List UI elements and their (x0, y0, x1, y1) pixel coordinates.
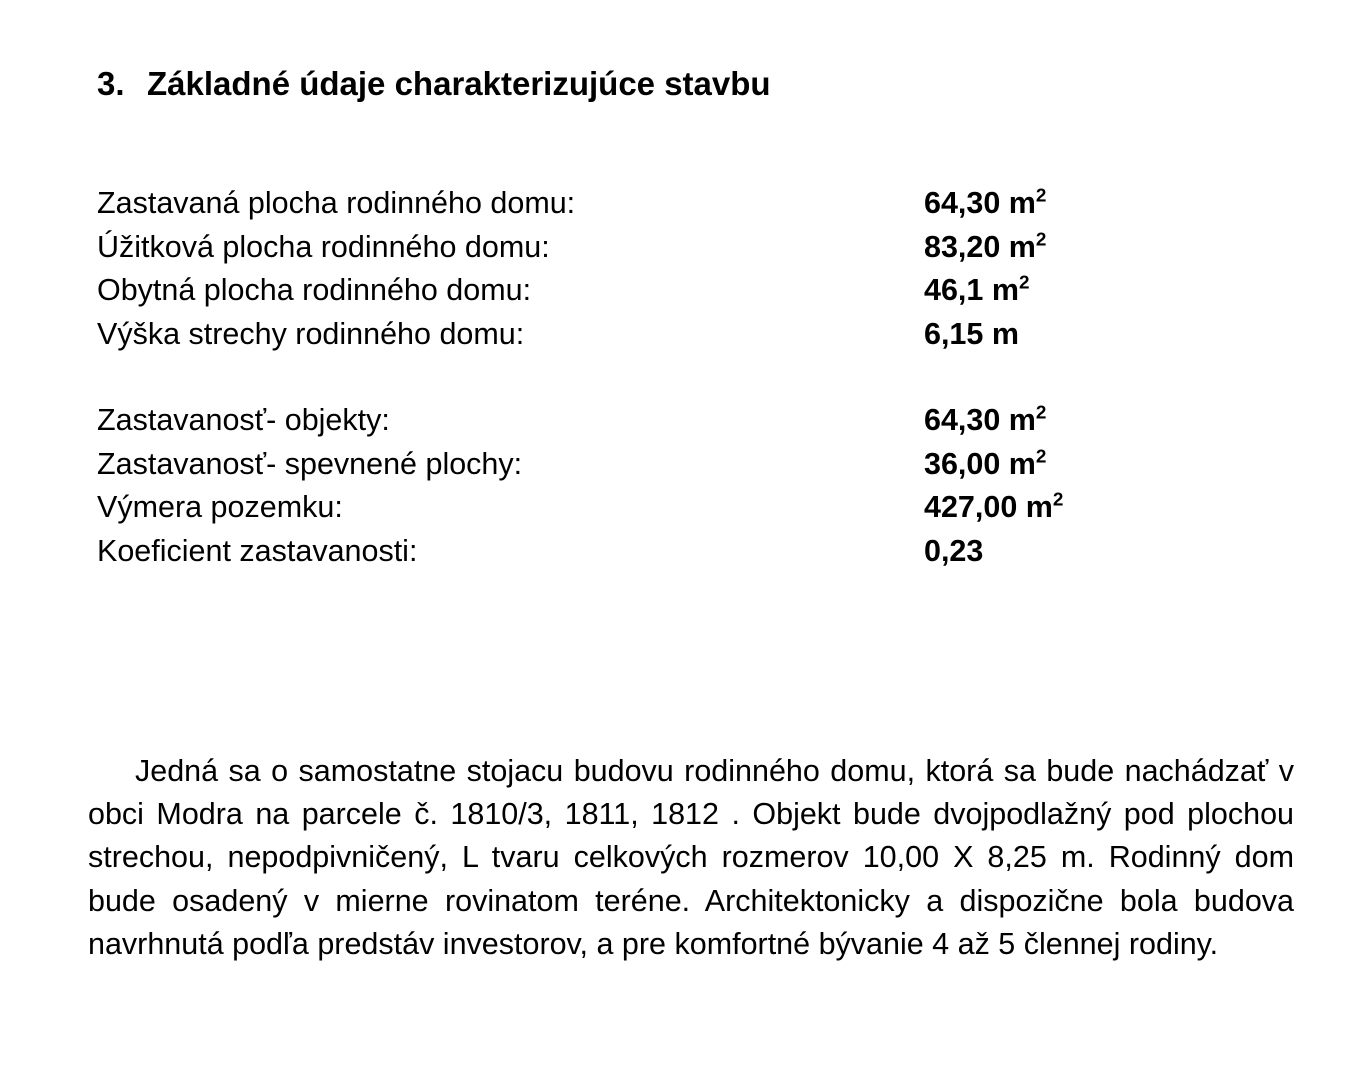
row-value: 64,30 $m^2$ (924, 185, 1047, 220)
table-row (97, 399, 1197, 443)
building-parameters-table (97, 182, 1197, 356)
section-number: 3. (97, 65, 125, 102)
row-value: 0,23 (924, 533, 984, 568)
table-row (97, 443, 1197, 487)
row-label: Výmera pozemku: (97, 490, 343, 524)
row-label: Úžitková plocha rodinného domu: (97, 229, 550, 264)
table-row (97, 269, 1197, 313)
table-row (97, 313, 1197, 357)
row-label: Zastavanosť- objekty: (97, 403, 390, 437)
table-row (97, 182, 1197, 226)
row-label: Obytná plocha rodinného domu: (97, 273, 532, 307)
row-value: 427,00 $m^2$ (924, 489, 1064, 524)
row-value: 64,30 $m^2$ (924, 402, 1047, 437)
row-value: 46,1 $m^2$ (924, 272, 1030, 307)
row-label: Výška strechy rodinného domu: (97, 316, 525, 351)
table-row (97, 226, 1197, 270)
section-heading (97, 62, 771, 106)
description-paragraph: Jedná sa o samostatne stojacu budovu rodinného domu, ktorá sa bude nachádzať v obci Modra na parcele č. 1810/3, 1811, 1812 . Objekt bude dvojpodlažný pod plochou strechou, nepodpivničený, L tvaru celkových rozmerov 10,00 X 8,25 m. Rodinný dom bude osadený v mierne rovinatom teréne. Architektonicky a dispozične bola budova navrhnutá podľa predstáv investorov, a pre komfortné bývanie 4 až 5 člennej rodiny. (88, 754, 1294, 961)
section-title: Základné údaje charakterizujúce stavbu (147, 65, 771, 102)
row-value: 36,00 $m^2$ (924, 445, 1047, 481)
row-value: 6,15 m (924, 316, 1019, 351)
row-label: Koeficient zastavanosti: (97, 533, 418, 568)
plot-parameters-table (97, 399, 1197, 573)
row-label: Zastavanosť- spevnené plochy: (97, 446, 523, 481)
row-value: 83,20 $m^2$ (924, 228, 1047, 264)
row-label: Zastavaná plocha rodinného domu: (97, 186, 576, 220)
table-row (97, 486, 1197, 530)
table-row (97, 530, 1197, 574)
